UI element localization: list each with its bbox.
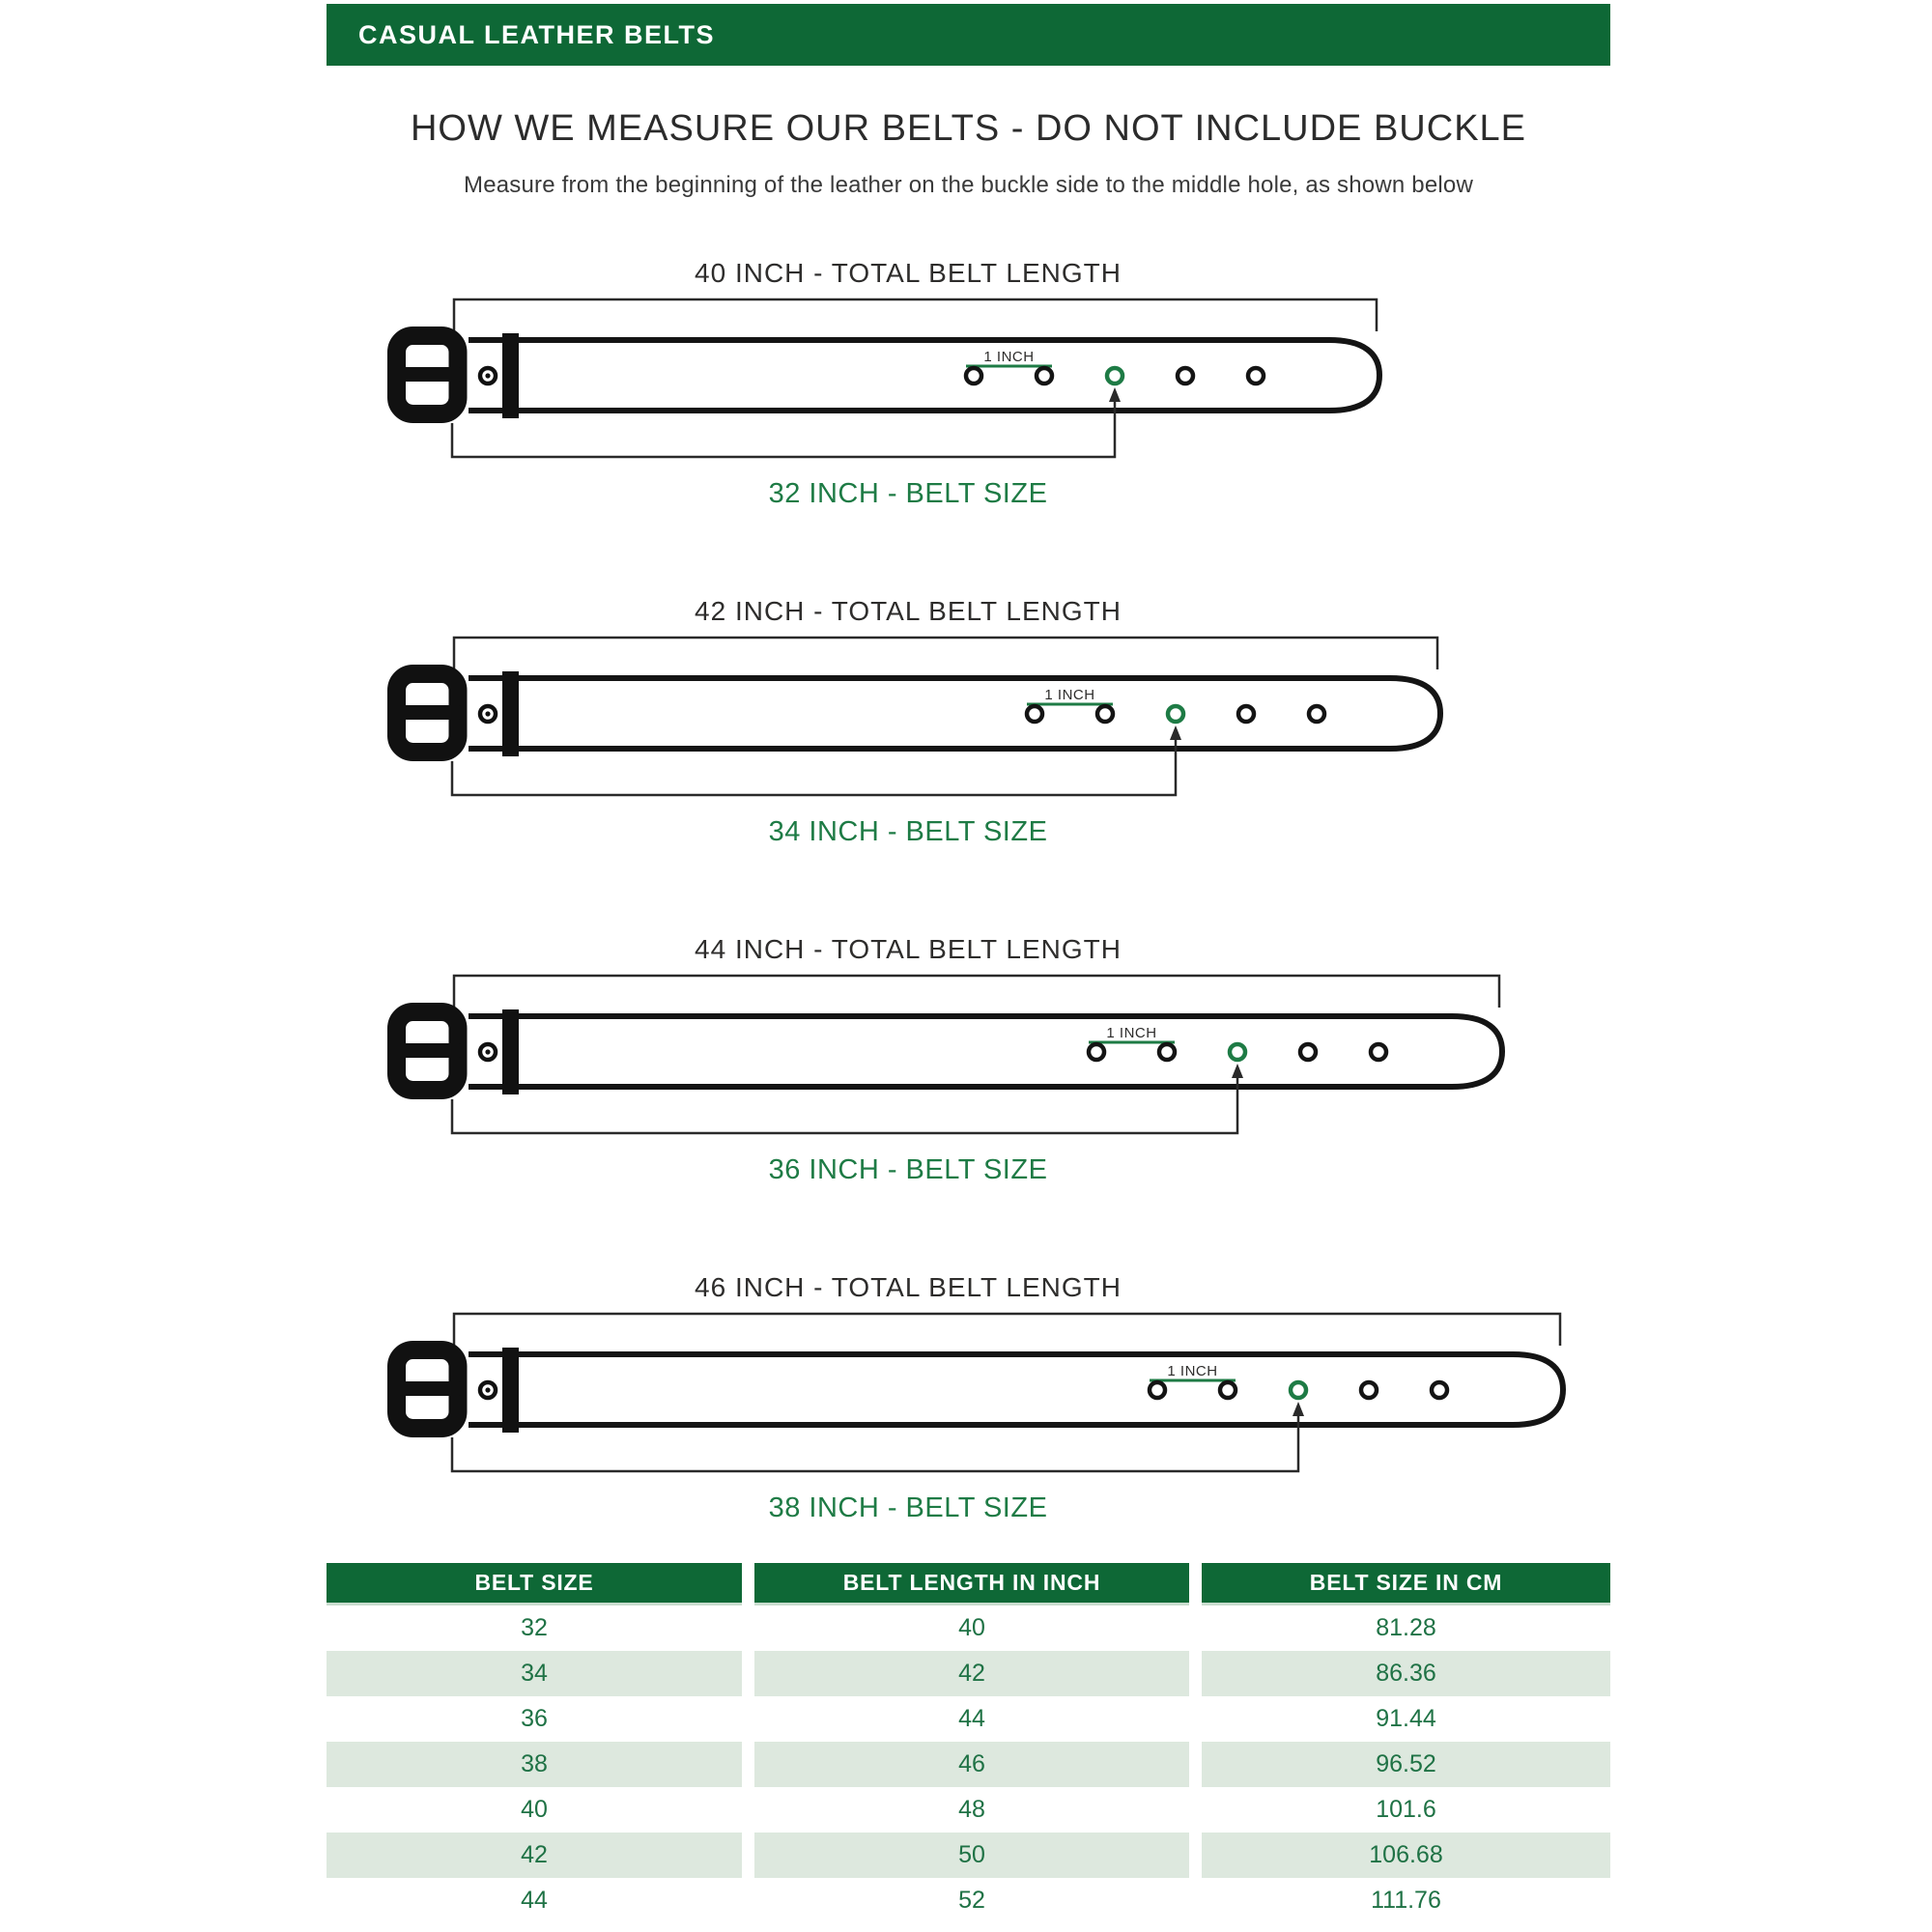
belt-hole (1037, 368, 1052, 384)
table-cell: 42 (754, 1651, 1189, 1696)
belt-buckle-prong (400, 367, 461, 382)
belt-hole (1300, 1044, 1316, 1060)
belt-strap (469, 1354, 1563, 1425)
total-length-bracket (454, 638, 1437, 669)
belt-total-length-title: 46 INCH - TOTAL BELT LENGTH (695, 1272, 1122, 1302)
belt-hole (1178, 368, 1193, 384)
table-header-cell: BELT SIZE IN CM (1202, 1563, 1610, 1605)
belt-hole (1248, 368, 1264, 384)
table-cell: 34 (327, 1651, 742, 1696)
table-cell: 48 (754, 1787, 1189, 1833)
belt-hole (1309, 706, 1324, 722)
belt-size-label: 32 INCH - BELT SIZE (768, 478, 1048, 509)
header-title: CASUAL LEATHER BELTS (358, 19, 716, 49)
belt-total-length-title: 42 INCH - TOTAL BELT LENGTH (695, 596, 1122, 626)
belt-grommet-center (485, 1387, 490, 1392)
section-subheading: Measure from the beginning of the leather on the buckle side to the middle hole, as shown below (464, 172, 1473, 198)
table-cell: 46 (754, 1742, 1189, 1787)
inch-label: 1 INCH (1044, 687, 1095, 703)
table-cell: 44 (754, 1696, 1189, 1742)
belt-grommet-center (485, 711, 490, 716)
table-cell: 101.6 (1202, 1787, 1610, 1833)
belt-hole (1027, 706, 1042, 722)
table-cell: 40 (327, 1787, 742, 1833)
table-cell: 86.36 (1202, 1651, 1610, 1696)
belt-size-label: 38 INCH - BELT SIZE (768, 1492, 1048, 1523)
belt-buckle-prong (400, 705, 461, 720)
belt-hole (1089, 1044, 1104, 1060)
belt-strap (469, 678, 1440, 749)
belt-hole (1371, 1044, 1386, 1060)
belt-hole (1220, 1382, 1236, 1398)
table-cell: 96.52 (1202, 1742, 1610, 1787)
belt-total-length-title: 40 INCH - TOTAL BELT LENGTH (695, 258, 1122, 288)
belt-grommet-center (485, 373, 490, 378)
belt-buckle-prong (400, 1381, 461, 1396)
table-cell: 40 (754, 1605, 1189, 1651)
table-header-cell: BELT SIZE (327, 1563, 742, 1605)
belt-figure-1 (327, 578, 1642, 867)
belt-hole (1432, 1382, 1447, 1398)
table-cell: 36 (327, 1696, 742, 1742)
belt-buckle-prong (400, 1043, 461, 1058)
belt-hole (1150, 1382, 1165, 1398)
belt-figure-0 (327, 240, 1642, 529)
table-cell: 32 (327, 1605, 742, 1651)
belt-figure-3 (327, 1254, 1642, 1544)
belt-keeper (502, 333, 519, 418)
inch-label: 1 INCH (983, 349, 1035, 365)
table-cell: 42 (327, 1833, 742, 1878)
belt-strap (469, 340, 1379, 411)
belt-figure-2 (327, 916, 1642, 1206)
belt-hole (1238, 706, 1254, 722)
belt-hole (1097, 706, 1113, 722)
inch-label: 1 INCH (1167, 1363, 1218, 1379)
belt-hole-middle (1168, 706, 1183, 722)
header-bar (327, 4, 1610, 66)
table-cell: 44 (327, 1878, 742, 1923)
belt-hole (1159, 1044, 1175, 1060)
table-cell: 38 (327, 1742, 742, 1787)
belt-size-label: 34 INCH - BELT SIZE (768, 816, 1048, 847)
belt-strap (469, 1016, 1502, 1087)
section-heading: HOW WE MEASURE OUR BELTS - DO NOT INCLUDE BUCKLE (410, 108, 1527, 149)
belt-keeper (502, 1009, 519, 1094)
table-cell: 50 (754, 1833, 1189, 1878)
belt-hole-middle (1230, 1044, 1245, 1060)
belt-hole-middle (1291, 1382, 1306, 1398)
table-cell: 52 (754, 1878, 1189, 1923)
belt-total-length-title: 44 INCH - TOTAL BELT LENGTH (695, 934, 1122, 964)
table-header-cell: BELT LENGTH IN INCH (754, 1563, 1189, 1605)
table-cell: 111.76 (1202, 1878, 1610, 1923)
belt-hole (966, 368, 981, 384)
belt-hole (1361, 1382, 1377, 1398)
belt-keeper (502, 671, 519, 756)
inch-label: 1 INCH (1106, 1025, 1157, 1041)
table-cell: 81.28 (1202, 1605, 1610, 1651)
table-cell: 91.44 (1202, 1696, 1610, 1742)
belt-grommet-center (485, 1049, 490, 1054)
belt-size-label: 36 INCH - BELT SIZE (768, 1154, 1048, 1185)
table-cell: 106.68 (1202, 1833, 1610, 1878)
total-length-bracket (454, 1314, 1560, 1346)
total-length-bracket (454, 976, 1499, 1008)
belt-hole-middle (1107, 368, 1122, 384)
total-length-bracket (454, 299, 1377, 331)
size-table (327, 1563, 1610, 1923)
belt-keeper (502, 1348, 519, 1433)
